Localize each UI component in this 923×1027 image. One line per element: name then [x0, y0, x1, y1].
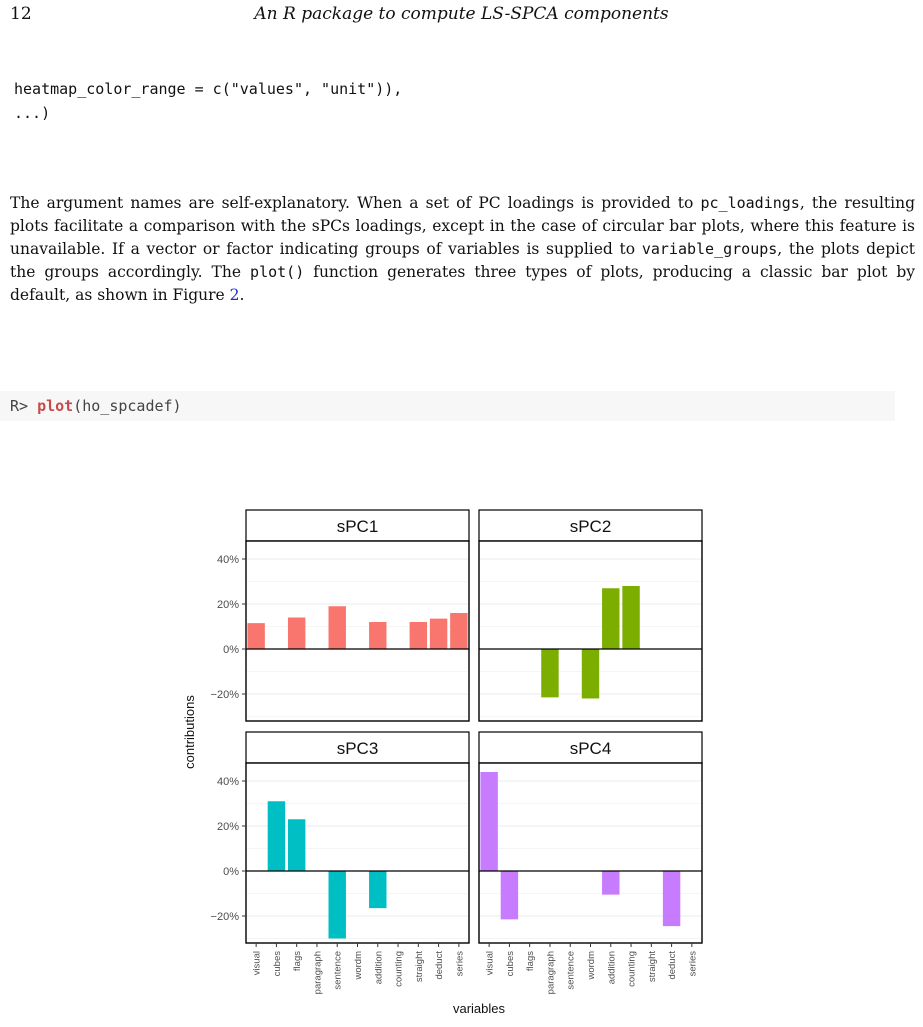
running-title: An R package to compute LS-SPCA components: [254, 4, 669, 24]
y-tick-label: 40%: [216, 554, 239, 566]
bar: [663, 871, 680, 926]
x-tick-label: deduct: [667, 951, 679, 980]
arg-variable-groups: variable_groups: [641, 240, 778, 258]
bar-chart-figure: [180, 505, 740, 1025]
r-function: plot: [37, 397, 74, 415]
bar: [329, 606, 346, 649]
facet-label: sPC4: [569, 739, 612, 758]
y-tick-label: 20%: [216, 821, 239, 833]
facet-label: sPC3: [336, 739, 379, 758]
bar: [288, 819, 305, 871]
figure-ref-link[interactable]: 2: [229, 286, 240, 304]
x-tick-label: deduct: [434, 951, 446, 980]
page-number: 12: [10, 4, 32, 24]
bar: [480, 772, 497, 871]
x-tick-label: wordm: [353, 951, 364, 980]
bar: [541, 649, 558, 697]
x-tick-label: flags: [525, 951, 537, 972]
r-prompt: R>: [10, 397, 38, 415]
bar: [622, 586, 639, 649]
x-tick-label: visual: [484, 951, 496, 976]
bar: [430, 619, 447, 649]
para-text-3: , the plots depict the groups accordingly. The: [10, 240, 915, 281]
x-tick-label: cubes: [271, 951, 283, 977]
para-text-1: The argument names are self-explanatory. When a set of PC loadings is provided to: [10, 194, 701, 212]
bar: [501, 871, 518, 919]
y-tick-label: −20%: [210, 911, 239, 923]
y-axis-title: contributions: [182, 695, 197, 769]
facet-label: sPC1: [336, 517, 379, 536]
bar: [602, 588, 619, 649]
x-tick-label: cubes: [504, 951, 516, 977]
y-tick-label: −20%: [210, 689, 239, 701]
code-line-2: ...): [14, 104, 51, 122]
bar: [602, 871, 619, 895]
bar: [288, 618, 305, 650]
bar: [369, 871, 386, 908]
r-code-chunk: [0, 391, 895, 421]
para-text-5: .: [239, 286, 245, 304]
r-args: (ho_spcadef): [73, 397, 182, 415]
y-tick-label: 40%: [216, 776, 239, 788]
y-tick-label: 20%: [216, 599, 239, 611]
y-tick-label: 0%: [223, 644, 239, 656]
bar: [450, 613, 467, 649]
x-tick-label: counting: [393, 951, 405, 987]
x-tick-label: straight: [646, 951, 658, 983]
x-tick-label: counting: [626, 951, 638, 987]
para-text-2: , the resulting plots facilitate a comparison with the sPCs loadings, except in the case of circular bar plots, where this feature is unavailable. If a vector or factor indicating groups of variables is supplied to: [10, 194, 916, 258]
bar: [410, 622, 427, 649]
arg-pc-loadings: pc_loadings: [700, 194, 800, 212]
x-tick-label: sentence: [332, 951, 344, 990]
func-plot: plot(): [250, 263, 305, 281]
bar: [329, 871, 346, 939]
x-tick-label: paragraph: [545, 951, 557, 995]
x-tick-label: visual: [251, 951, 263, 976]
x-tick-label: series: [454, 951, 466, 977]
body-paragraph: [10, 192, 915, 307]
para-text-4: function generates three types of plots, producing a classic bar plot by default, as shown in Figure: [10, 263, 916, 304]
x-axis-title: variables: [452, 1001, 506, 1016]
x-tick-label: addition: [373, 951, 385, 985]
x-tick-label: series: [687, 951, 699, 977]
x-tick-label: sentence: [565, 951, 577, 990]
bar: [247, 623, 264, 649]
code-line-1: heatmap_color_range = c("values", "unit")),: [14, 80, 403, 98]
bar: [268, 801, 285, 871]
x-tick-label: wordm: [586, 951, 597, 980]
y-tick-label: 0%: [223, 866, 239, 878]
bar: [582, 649, 599, 699]
facet-label: sPC2: [569, 517, 612, 536]
x-tick-label: addition: [606, 951, 618, 985]
x-tick-label: flags: [292, 951, 304, 972]
bar: [369, 622, 386, 649]
x-tick-label: straight: [413, 951, 425, 983]
x-tick-label: paragraph: [312, 951, 324, 995]
